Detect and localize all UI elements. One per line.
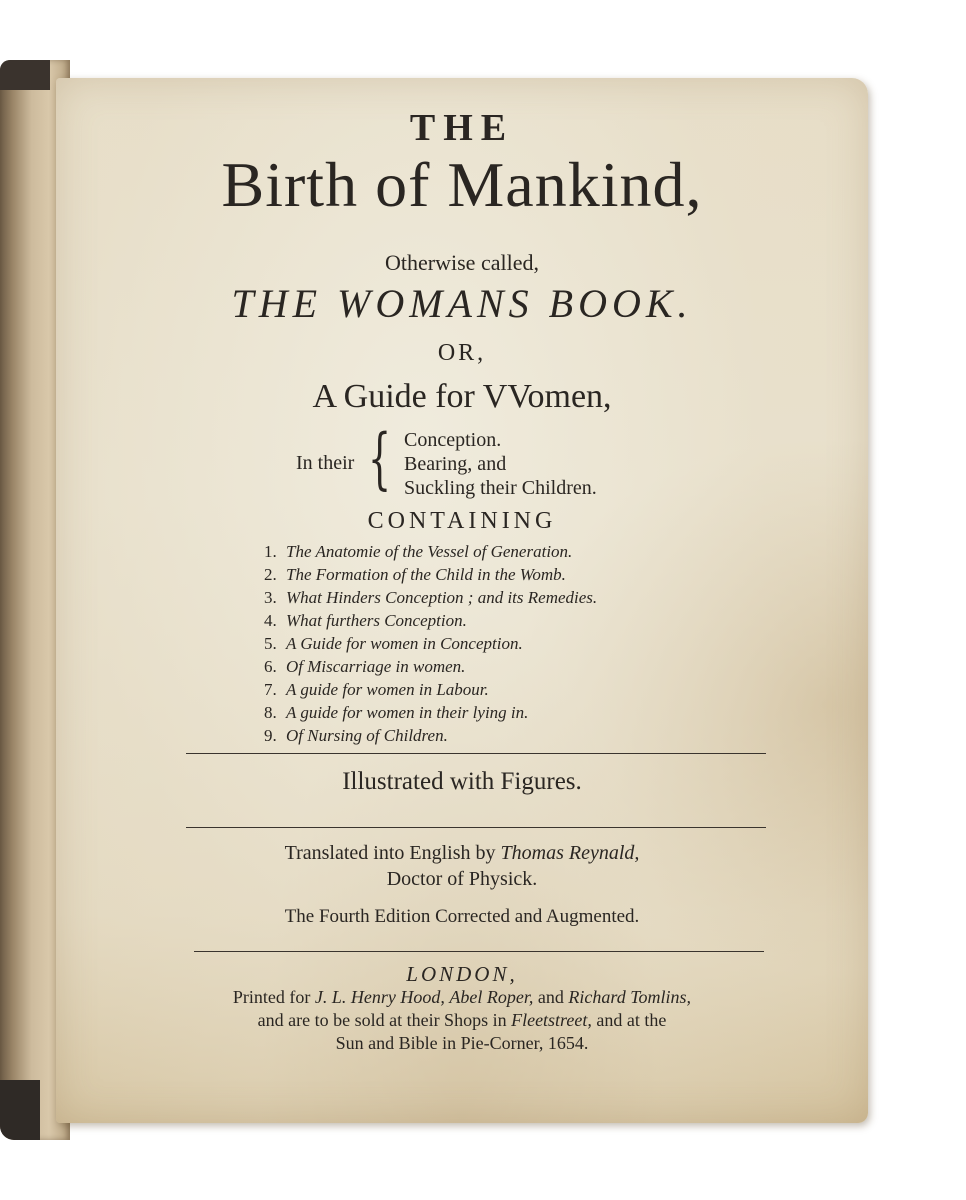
printer-name: Abel Roper,: [449, 987, 534, 1007]
binding-bottom-edge: [0, 1080, 40, 1140]
containing-heading: CONTAINING: [367, 508, 557, 534]
contents-item: 4. What furthers Conception.: [264, 611, 467, 630]
contents-item: 9. Of Nursing of Children.: [264, 726, 448, 745]
imprint-city: LONDON,: [406, 962, 518, 986]
illustrated-line: Illustrated with Figures.: [342, 768, 582, 795]
edition-line: The Fourth Edition Corrected and Augmented.: [284, 906, 640, 927]
contents-item: 7. A guide for women in Labour.: [264, 680, 489, 699]
contents-item: 1. The Anatomie of the Vessel of Generation.: [264, 542, 573, 561]
translator-title: Doctor of Physick.: [386, 868, 538, 890]
translated-prefix: Translated into English by: [284, 842, 496, 864]
in-their-items: [404, 428, 597, 500]
contents-item: 8. A guide for women in their lying in.: [264, 703, 529, 722]
title-page: [56, 78, 868, 1123]
sold-prefix: and are to be sold at their Shops in: [257, 1010, 507, 1030]
translator-name: Thomas Reynald,: [500, 842, 640, 864]
imprint-and: and: [537, 987, 564, 1007]
imprint-line: [56, 1009, 868, 1032]
contents-item: 5. A Guide for women in Conception.: [264, 634, 523, 653]
printer-name: J. L. Henry Hood,: [314, 987, 445, 1007]
guide-line: A Guide for VVomen,: [312, 378, 612, 415]
contents-item: 3. What Hinders Conception ; and its Remedies.: [264, 588, 598, 607]
in-their-item: Conception.: [404, 429, 502, 451]
translator-block: [56, 840, 868, 892]
curly-brace-icon: {: [368, 420, 392, 497]
sold-suffix: and at the: [596, 1010, 667, 1030]
in-their-label: In their: [296, 452, 355, 474]
contents-item: 6. Of Miscarriage in women.: [264, 657, 466, 676]
divider-rule: [186, 827, 766, 828]
in-their-item: Suckling their Children.: [404, 477, 597, 499]
alternate-title: THE WOMANS BOOK.: [231, 281, 693, 326]
imprint-line: [56, 986, 868, 1009]
title-article: THE: [409, 107, 515, 149]
book-title: Birth of Mankind,: [221, 149, 703, 220]
imprint-year: 1654.: [547, 1033, 589, 1053]
contents-item: 2. The Formation of the Child in the Womb.: [264, 565, 566, 584]
contents-list: [264, 540, 597, 747]
divider-rule: [194, 951, 764, 952]
subtitle-otherwise: Otherwise called,: [385, 250, 539, 275]
divider-rule: [186, 753, 766, 754]
street-name: Fleetstreet,: [511, 1010, 592, 1030]
imprint-line: [56, 1032, 868, 1055]
printed-for: Printed for: [232, 987, 311, 1007]
imprint-block: [56, 986, 868, 1055]
binding-top-edge: [0, 60, 50, 90]
translator-line: [56, 840, 868, 866]
or-line: OR,: [437, 340, 487, 366]
in-their-item: Bearing, and: [404, 453, 507, 475]
printer-name: Richard Tomlins,: [568, 987, 692, 1007]
shop-sign: Sun and Bible in Pie-Corner,: [335, 1033, 544, 1053]
